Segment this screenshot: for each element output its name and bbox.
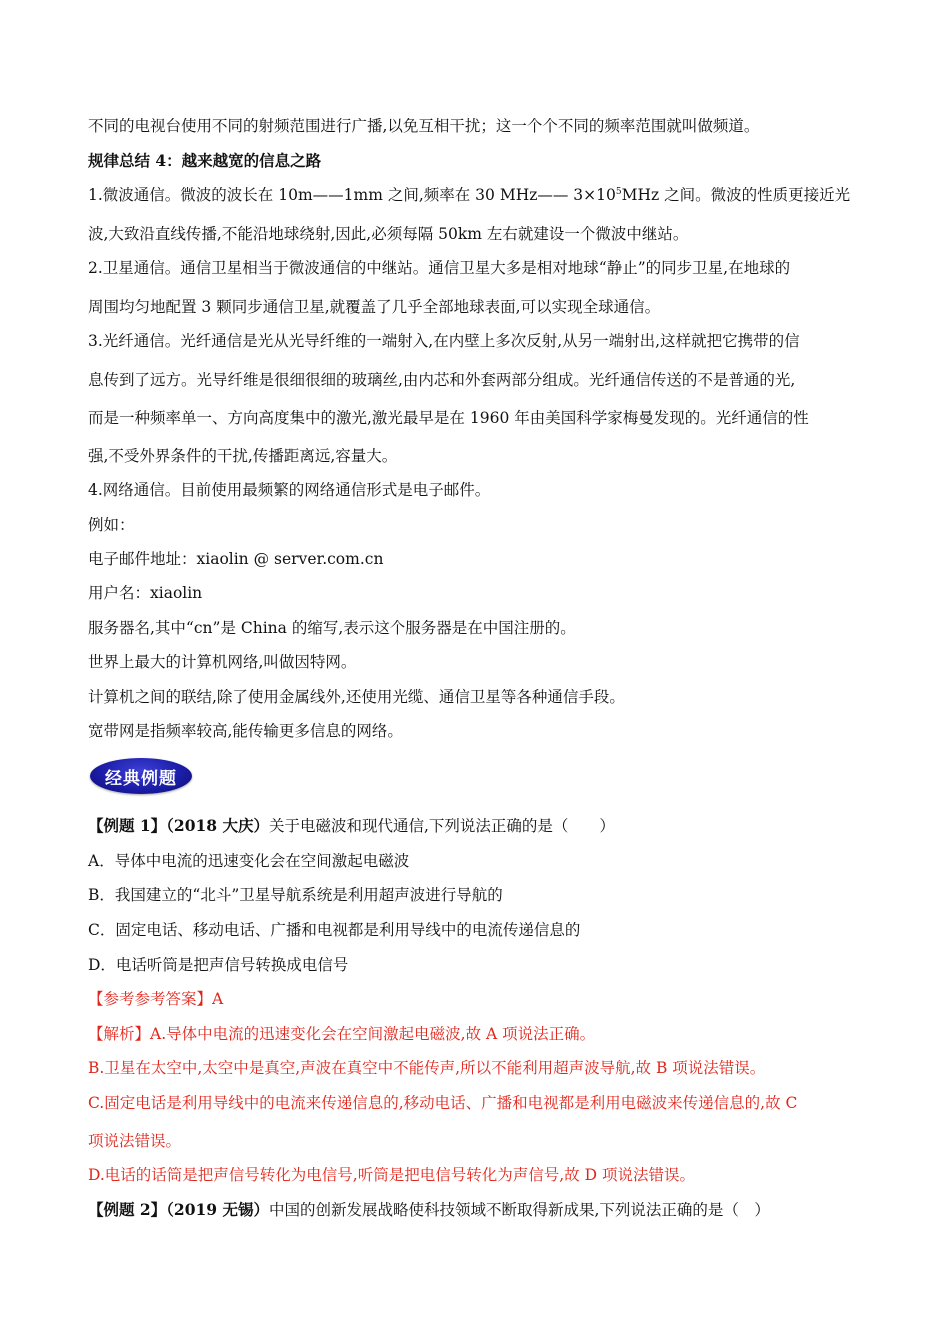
microwave-exponent: 5: [615, 186, 622, 197]
paragraph-fiber-line-3: 而是一种频率单一、方向高度集中的激光,激光最早是在 1960 年由美国科学家梅曼发现的。光纤通信的性: [88, 409, 809, 427]
paragraph-microwave-line-1: [88, 185, 850, 205]
example-1-stem: 关于电磁波和现代通信,下列说法正确的是（ ）: [268, 817, 615, 835]
paragraph-fiber-line-1: 3.光纤通信。光纤通信是光从光导纤维的一端射入,在内壁上多次反射,从另一端射出,这样就把它携带的信: [88, 332, 800, 350]
example-1-answer: [88, 989, 223, 1009]
paragraph-computer-link: 计算机之间的联结,除了使用金属线外,还使用光缆、通信卫星等各种通信手段。: [88, 688, 625, 706]
microwave-text-a: 1.微波通信。微波的波长在 10m——1mm 之间,频率在 30 MHz—— 3×10: [88, 186, 616, 204]
paragraph-internet: 世界上最大的计算机网络,叫做因特网。: [88, 653, 357, 671]
paragraph-example-intro: 例如：: [88, 516, 135, 534]
example-2-tag: 【例题 2】（2019 无锡）: [88, 1200, 269, 1219]
example-1-question: [88, 816, 615, 836]
badge-label: 经典例题: [105, 768, 177, 789]
example-1-option-b: B．我国建立的“北斗”卫星导航系统是利用超声波进行导航的: [88, 886, 503, 904]
paragraph-email-address: 电子邮件地址：xiaolin @ server.com.cn: [88, 550, 384, 568]
paragraph-broadband: 宽带网是指频率较高,能传输更多信息的网络。: [88, 722, 403, 740]
paragraph-satellite-line-1: 2.卫星通信。通信卫星相当于微波通信的中继站。通信卫星大多是相对地球“静止”的同步卫星,在地球的: [88, 259, 791, 277]
paragraph-channel: 不同的电视台使用不同的射频范围进行广播,以免互相干扰；这一个个不同的频率范围就叫做频道。: [88, 117, 760, 135]
example-1-option-a: A．导体中电流的迅速变化会在空间激起电磁波: [88, 852, 410, 870]
paragraph-satellite-line-2: 周围均匀地配置 3 颗同步通信卫星,就覆盖了几乎全部地球表面,可以实现全球通信。: [88, 298, 661, 316]
paragraph-fiber-line-4: 强,不受外界条件的干扰,传播距离远,容量大。: [88, 447, 398, 465]
example-1-analysis-b: B.卫星在太空中,太空中是真空,声波在真空中不能传声,所以不能利用超声波导航,故 B 项说法错误。: [88, 1059, 766, 1077]
example-1-analysis-d: D.电话的话筒是把声信号转化为电信号,听筒是把电信号转化为声信号,故 D 项说法错误。: [88, 1166, 695, 1184]
paragraph-network: 4.网络通信。目前使用最频繁的网络通信形式是电子邮件。: [88, 481, 491, 499]
classic-examples-badge: [90, 758, 192, 794]
example-1-option-d: D．电话听筒是把声信号转换成电信号: [88, 956, 349, 974]
paragraph-fiber-line-2: 息传到了远方。光导纤维是很细很细的玻璃丝,由内芯和外套两部分组成。光纤通信传送的不是普通的光,: [88, 371, 796, 389]
analysis-a-text: A.导体中电流的迅速变化会在空间激起电磁波,故 A 项说法正确。: [150, 1025, 596, 1043]
paragraph-server-name: 服务器名,其中“cn”是 China 的缩写,表示这个服务器是在中国注册的。: [88, 619, 576, 637]
example-1-tag: 【例题 1】（2018 大庆）: [88, 816, 269, 835]
summary-heading-4: 规律总结 4：越来越宽的信息之路: [88, 151, 322, 170]
example-1-option-c: C．固定电话、移动电话、广播和电视都是利用导线中的电流传递信息的: [88, 921, 581, 939]
example-1-analysis-c-line-1: C.固定电话是利用导线中的电流来传递信息的,移动电话、广播和电视都是利用电磁波来传递信息的,故 C: [88, 1094, 798, 1112]
answer-tag: 【参考参考答案】: [88, 990, 213, 1008]
example-2-stem: 中国的创新发展战略使科技领域不断取得新成果,下列说法正确的是（ ）: [268, 1201, 770, 1219]
answer-value: A: [212, 990, 224, 1008]
example-2-question: [88, 1200, 770, 1220]
example-1-analysis-a: [88, 1024, 595, 1044]
analysis-tag: 【解析】: [88, 1025, 151, 1043]
paragraph-username: 用户名：xiaolin: [88, 584, 203, 602]
example-1-analysis-c-line-2: 项说法错误。: [88, 1132, 182, 1150]
microwave-text-b: MHz 之间。微波的性质更接近光: [621, 186, 851, 204]
paragraph-microwave-line-2: 波,大致沿直线传播,不能沿地球绕射,因此,必须每隔 50km 左右就建设一个微波中继站。: [88, 225, 689, 243]
